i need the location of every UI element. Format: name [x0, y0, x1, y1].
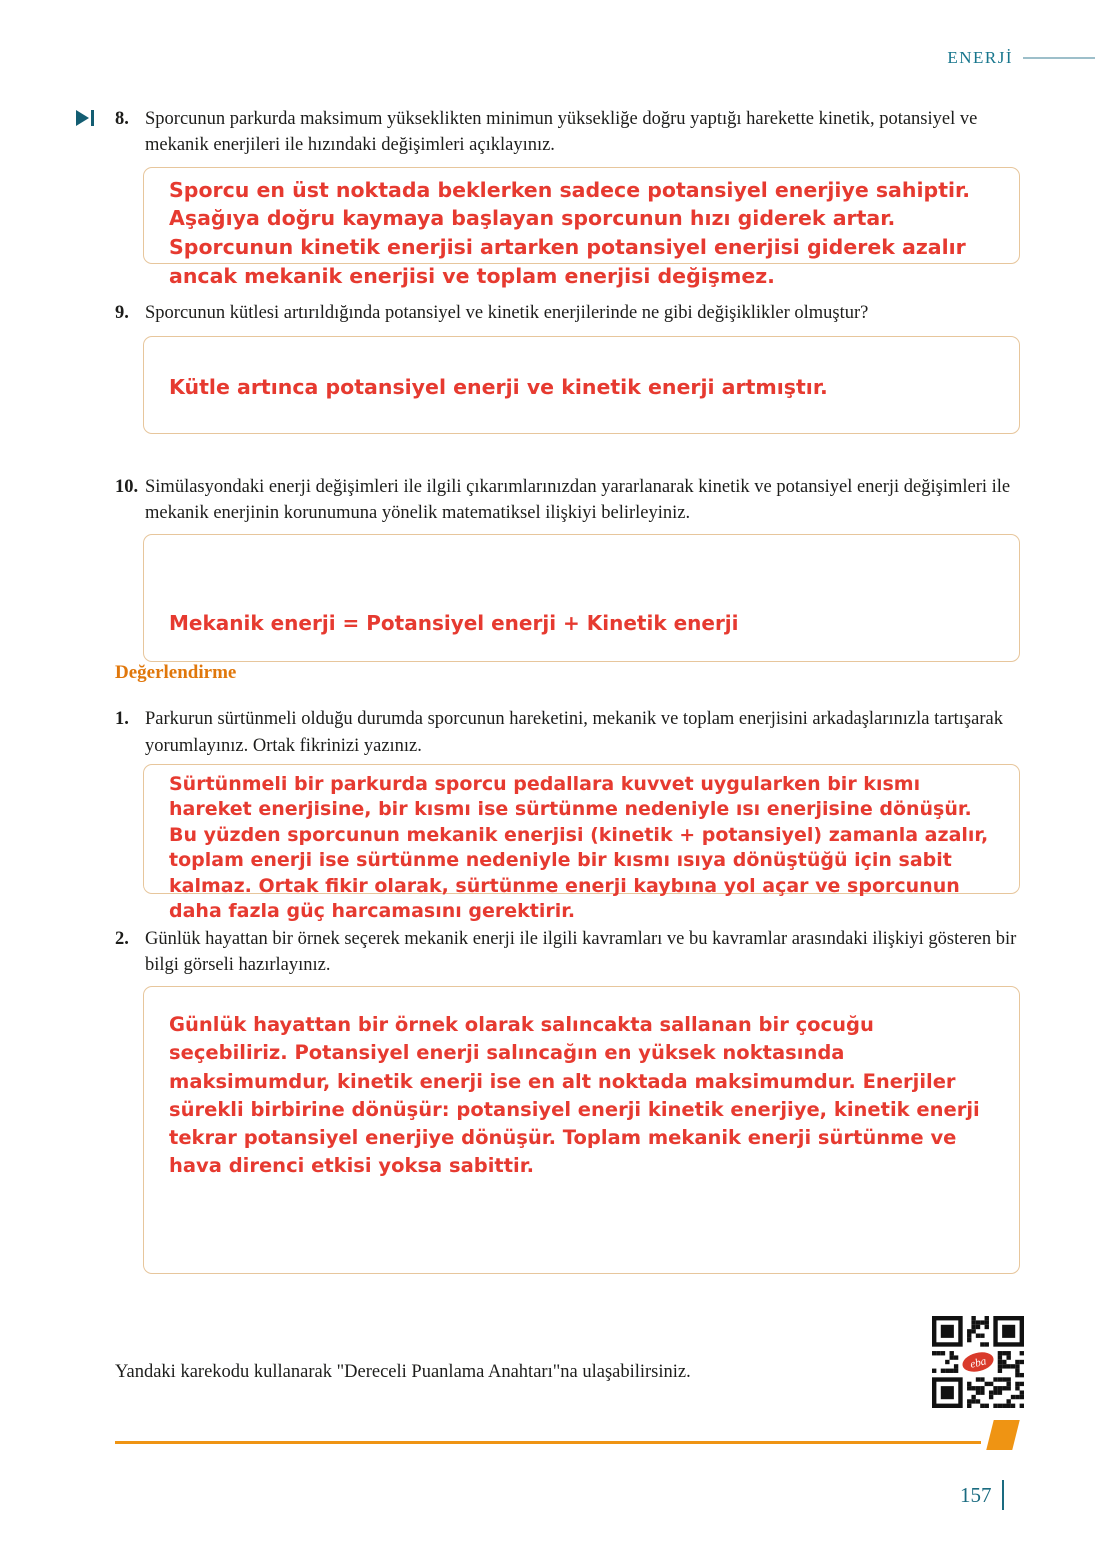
question-number: 10. [115, 476, 139, 497]
play-triangle-icon [76, 110, 89, 126]
header-rule [1023, 57, 1095, 59]
question-number: 9. [115, 302, 129, 323]
page-number: 157 [960, 1482, 992, 1507]
answer-text: Günlük hayattan bir örnek olarak salıncakta sallanan bir çocuğu seçebiliriz. Potansiyel enerji salıncağın en yüksek noktasında maksimumdur, kinetik enerji ise en alt noktada maksimumdur. Enerjiler sürekli birbirine dönüşür: potansiyel enerji kinetik enerjiye, kinetik enerji tekrar potansiyel enerjiye dönüşür. Toplam mekanik enerji sürtünme ve hava direnci etkisi yoksa sabittir. [169, 1013, 980, 1177]
qr-caption: Yandaki karekodu kullanarak "Dereceli Puanlama Anahtarı"na ulaşabilirsiniz. [115, 1362, 691, 1382]
question-text: Sporcunun parkurda maksimum yükseklikten minimun yüksekliğe doğru yaptığı harekette kinetik, potansiyel ve mekanik enerjileri ile hızındaki değişimleri açıklayınız. [145, 109, 978, 156]
page-number-bar [1002, 1480, 1005, 1510]
evaluation-heading: Değerlendirme [115, 662, 237, 684]
answer-text: Sürtünmeli bir parkurda sporcu pedallara kuvvet uygularken bir kısmı hareket enerjisine, bir kısmı ise sürtünme nedeniyle ısı enerjisine dönüşür. Bu yüzden sporcunun mekanik enerjisi (kinetik + potansiyel) zamanla azalır, toplam enerji ise sürtünme nedeniyle bir kısmı ısıya dönüştüğü için sabit kalmaz. Ortak fikir olarak, sürtünme enerji kaybına yol açar ve sporcunun daha fazla güç harcamasını gerektirir. [169, 772, 989, 923]
question-text: Günlük hayattan bir örnek seçerek mekanik enerji ile ilgili kavramları ve bu kavramlar arasındaki ilişkiyi gösteren bir bilgi görseli hazırlayınız. [145, 928, 1017, 976]
question-text: Simülasyondaki enerji değişimleri ile ilgili çıkarımlarınızdan yararlanarak kinetik ve potansiyel enerji değişimleri ile mekanik enerjinin korunumuna yönelik matematiksel ilişkiyi belirleyiniz. [145, 476, 1011, 524]
question-8 [115, 106, 1020, 159]
bottom-rule [115, 1441, 981, 1444]
play-marker-icon [76, 110, 94, 126]
question-number: 1. [115, 709, 129, 730]
eba-logo-label: eba [968, 1355, 988, 1371]
answer-box-eval-2 [143, 986, 1020, 1274]
answer-box-10 [143, 534, 1020, 662]
chapter-title: ENERJİ [947, 48, 1013, 67]
content-column [115, 106, 1020, 1274]
page-number-block [960, 1480, 1004, 1510]
qr-code-icon [932, 1316, 1024, 1408]
answer-text: Sporcu en üst noktada beklerken sadece potansiyel enerjiye sahiptir. Aşağıya doğru kaymaya başlayan sporcunun hızı giderek artar. Sporcunun kinetik enerjisi artarken potansiyel enerjisi giderek azalır ancak mekanik enerjisi ve toplam enerjisi değişmez. [169, 177, 970, 288]
play-bar-icon [91, 110, 94, 126]
evaluation-question-2 [115, 926, 1020, 979]
question-number: 8. [115, 109, 129, 129]
page-header [0, 48, 1095, 68]
question-number: 2. [115, 928, 129, 949]
answer-box-8 [143, 167, 1020, 288]
question-text: Parkurun sürtünmeli olduğu durumda sporcunun hareketini, mekanik ve toplam enerjisini arkadaşlarınızla tartışarak yorumlayınız. Ortak fikrinizi yazınız. [145, 709, 1003, 756]
answer-text: Kütle artınca potansiyel enerji ve kinetik enerji artmıştır. [169, 374, 828, 399]
corner-parallelogram [986, 1420, 1019, 1450]
evaluation-question-1 [115, 706, 1020, 759]
answer-text: Mekanik enerji = Potansiyel enerji + Kinetik enerji [169, 611, 739, 636]
question-10 [115, 474, 1020, 527]
qr-code [932, 1316, 1024, 1408]
question-9 [115, 300, 1020, 326]
question-text: Sporcunun kütlesi artırıldığında potansiyel ve kinetik enerjilerinde ne gibi değişiklikler olmuştur? [145, 302, 869, 323]
answer-box-eval-1 [143, 764, 1020, 923]
answer-box-9 [143, 336, 1020, 434]
